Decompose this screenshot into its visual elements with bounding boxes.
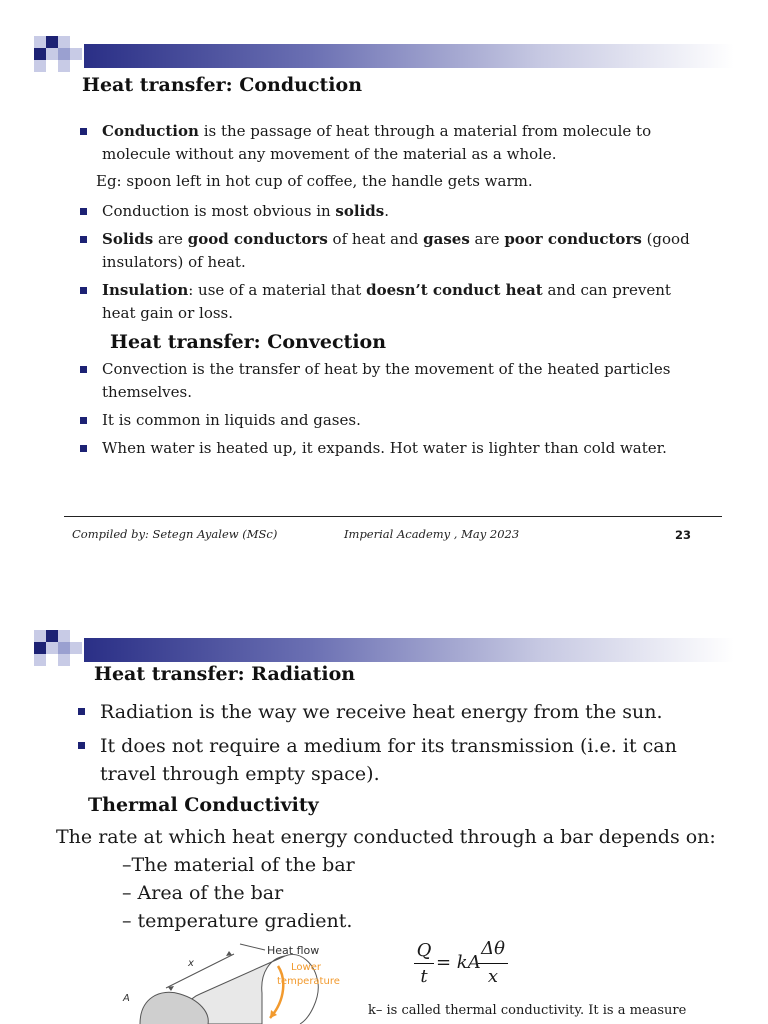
page-number: 23 bbox=[675, 528, 692, 542]
section-subtitle: Thermal Conductivity bbox=[88, 794, 319, 816]
formula-x: x bbox=[487, 966, 499, 987]
bullet-marker bbox=[78, 708, 85, 715]
conduction-bar-figure bbox=[110, 938, 360, 1024]
section-subtitle: Heat transfer: Convection bbox=[110, 331, 387, 353]
factor-area: – Area of the bar bbox=[122, 882, 284, 904]
bullet-marker bbox=[80, 445, 87, 452]
formula-mid: = kA bbox=[436, 952, 481, 973]
list-item: It is common in liquids and gases. bbox=[76, 409, 696, 432]
list-item: Solids are good conductors of heat and gases are poor conductors (good insulators) of heat. bbox=[76, 228, 696, 274]
list-item: Conduction is the passage of heat through a material from molecule to molecule without any movement of the material as a whole. bbox=[76, 120, 696, 166]
k-note: k– is called thermal conductivity. It is a measure bbox=[368, 1003, 687, 1018]
factor-material: –The material of the bar bbox=[122, 854, 355, 876]
list-item: It does not require a medium for its transmission (i.e. it can travel through empty space). bbox=[74, 732, 680, 788]
footer-institution: Imperial Academy , May 2023 bbox=[344, 527, 520, 541]
footer-author: Compiled by: Setegn Ayalew (MSc) bbox=[72, 527, 278, 541]
figure-heat-flow: Heat flow bbox=[267, 944, 320, 957]
slide-title: Heat transfer: Conduction bbox=[82, 74, 363, 96]
bullet-marker bbox=[80, 236, 87, 243]
list-item: When water is heated up, it expands. Hot water is lighter than cold water. bbox=[76, 437, 696, 460]
figure-lower: Lower bbox=[291, 962, 321, 973]
bullet-marker bbox=[80, 417, 87, 424]
list-item: Convection is the transfer of heat by the movement of the heated particles themselves. bbox=[76, 358, 696, 404]
footer-divider bbox=[64, 516, 722, 517]
list-item: Conduction is most obvious in solids. bbox=[76, 200, 696, 223]
figure-label-a: A bbox=[123, 993, 130, 1004]
bullet-marker bbox=[78, 742, 85, 749]
figure-temperature: temperature bbox=[277, 976, 340, 987]
conduction-bullets bbox=[76, 120, 696, 166]
slide-title: Heat transfer: Radiation bbox=[94, 663, 356, 685]
formula-t: t bbox=[420, 966, 428, 987]
bullet-marker bbox=[80, 208, 87, 215]
bullet-marker bbox=[80, 128, 87, 135]
list-item: Insulation: use of a material that doesn’t conduct heat and can prevent heat gain or loss. bbox=[76, 279, 696, 325]
example-text: Eg: spoon left in hot cup of coffee, the handle gets warm. bbox=[96, 172, 533, 190]
intro-text: The rate at which heat energy conducted through a bar depends on: bbox=[56, 826, 716, 848]
factor-gradient: – temperature gradient. bbox=[122, 910, 353, 932]
convection-bullets bbox=[76, 358, 696, 460]
figure-label-x: x bbox=[188, 958, 194, 969]
bullet-marker bbox=[80, 366, 87, 373]
formula-q: Q bbox=[416, 940, 432, 961]
bullet-marker bbox=[80, 287, 87, 294]
radiation-bullets bbox=[74, 698, 714, 788]
formula-delta-theta: Δθ bbox=[481, 938, 505, 959]
conduction-bullets-2 bbox=[76, 200, 696, 325]
list-item: Radiation is the way we receive heat energy from the sun. bbox=[74, 698, 714, 726]
